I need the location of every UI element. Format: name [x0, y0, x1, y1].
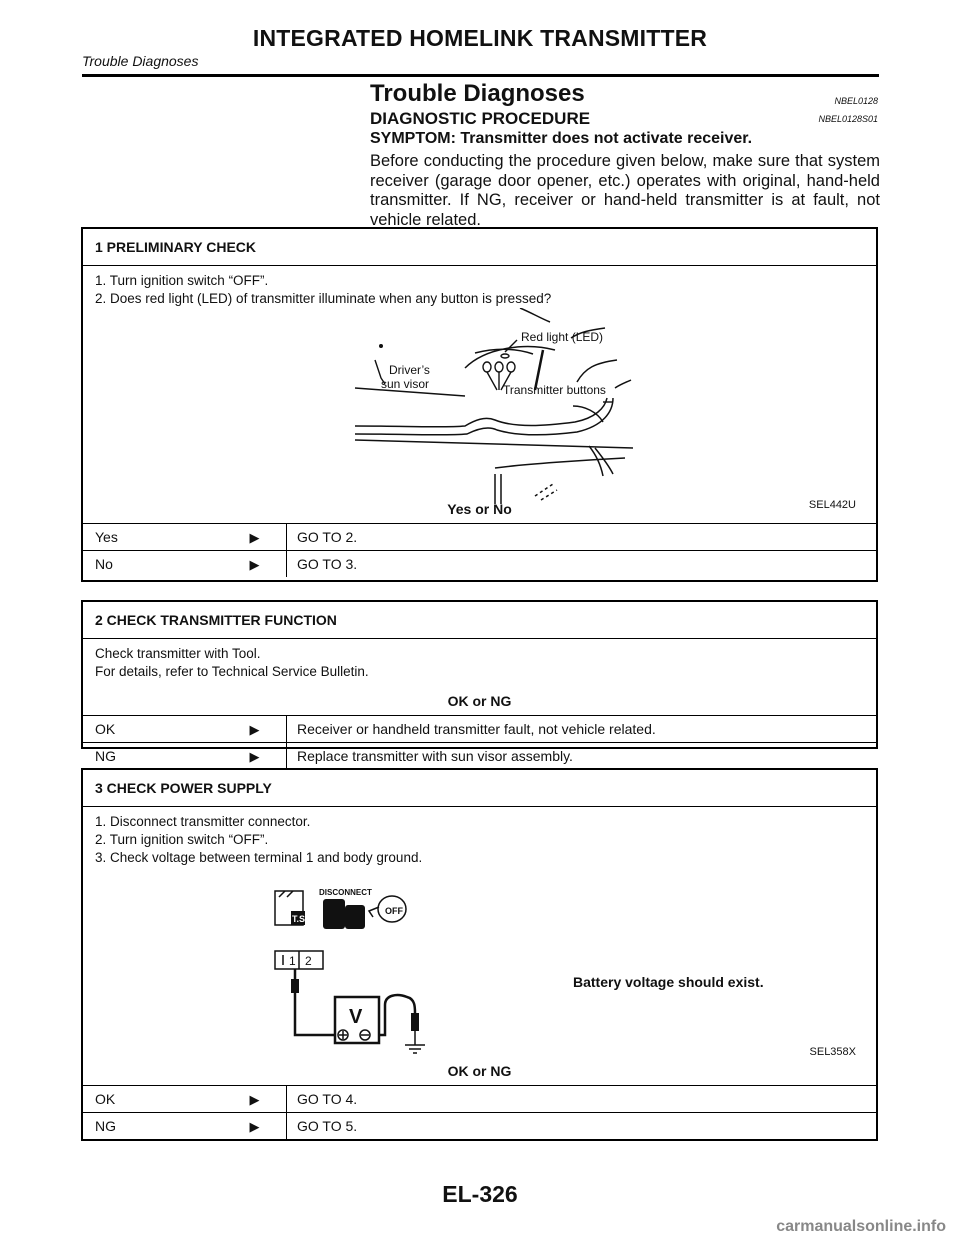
- power-supply-diagram: [265, 867, 825, 1057]
- step-2-header: 2 CHECK TRANSMITTER FUNCTION: [83, 602, 876, 639]
- step-3-line: 3. Check voltage between terminal 1 and body ground.: [95, 850, 423, 865]
- step-1-header: 1 PRELIMINARY CHECK: [83, 229, 876, 266]
- section-title-ref: NBEL0128: [834, 96, 878, 106]
- arrow-icon: ▶: [223, 743, 287, 769]
- arrow-icon: ▶: [223, 1086, 287, 1112]
- result-label: OK: [95, 721, 116, 737]
- step-3-line: 1. Disconnect transmitter connector.: [95, 814, 311, 829]
- step-3-body: [83, 807, 876, 1057]
- arrow-icon: ▶: [223, 524, 287, 550]
- label-visor-line1: Driver’s: [389, 363, 430, 377]
- battery-voltage-note: Battery voltage should exist.: [573, 974, 764, 990]
- terminal-1-label: 1: [289, 954, 296, 968]
- result-label: Yes: [95, 529, 118, 545]
- ts-icon-label: T.S.: [292, 914, 308, 924]
- section-subtitle: DIAGNOSTIC PROCEDURE: [370, 109, 591, 128]
- section-subtitle-ref: NBEL0128S01: [818, 114, 878, 124]
- step-2-body: [83, 639, 876, 681]
- result-action: GO TO 5.: [297, 1118, 358, 1134]
- step-3-box: [81, 768, 878, 1141]
- result-label: OK: [95, 1091, 116, 1107]
- result-label: NG: [95, 748, 116, 764]
- result-row: [83, 715, 876, 742]
- intro-paragraph: Before conducting the procedure given below, make sure that system receiver (garage door opener, etc.) operates with original, hand-held transmitter. If NG, receiver or hand-held transmitter is at fault, not vehicle related.: [370, 152, 880, 229]
- arrow-icon: ▶: [223, 1113, 287, 1139]
- arrow-icon: ▶: [223, 551, 287, 577]
- result-row: [83, 523, 876, 550]
- result-row: [83, 1112, 876, 1139]
- step-1-box: [81, 227, 878, 582]
- result-row: [83, 550, 876, 577]
- result-action: GO TO 3.: [297, 556, 358, 572]
- result-action: GO TO 4.: [297, 1091, 358, 1107]
- section-title: Trouble Diagnoses: [370, 80, 585, 107]
- terminal-2-label: 2: [305, 954, 312, 968]
- step-2-line: Check transmitter with Tool.: [95, 646, 261, 661]
- watermark-text: carmanualsonline.info: [776, 1218, 946, 1235]
- result-row: [83, 742, 876, 769]
- result-row: [83, 1085, 876, 1112]
- page-header-subtitle: Trouble Diagnoses: [82, 53, 199, 69]
- page-header-title: INTEGRATED HOMELINK TRANSMITTER: [252, 25, 708, 51]
- off-label: OFF: [385, 906, 403, 916]
- label-visor-line2: sun visor: [381, 377, 430, 391]
- step-2-line: For details, refer to Technical Service Bulletin.: [95, 664, 369, 679]
- step-3-header: 3 CHECK POWER SUPPLY: [83, 770, 876, 807]
- page-number: EL-326: [442, 1181, 518, 1207]
- result-label: NG: [95, 1118, 116, 1134]
- step-3-line: 2. Turn ignition switch “OFF”.: [95, 832, 269, 847]
- step-1-line: 1. Turn ignition switch “OFF”.: [95, 273, 269, 288]
- header-divider: [82, 74, 879, 77]
- step-2-question: OK or NG: [447, 693, 512, 709]
- sun-visor-illustration: [345, 308, 665, 508]
- step-3-question: OK or NG: [447, 1063, 512, 1079]
- step-3-figure: [95, 867, 864, 1057]
- figure-code-sel442u: SEL442U: [808, 499, 856, 511]
- result-label: No: [95, 556, 113, 572]
- step-2-box: [81, 600, 878, 764]
- figure-code-sel358x: SEL358X: [809, 1046, 856, 1058]
- label-transmitter-buttons: Transmitter buttons: [503, 383, 606, 397]
- step-1-line: 2. Does red light (LED) of transmitter illuminate when any button is pressed?: [95, 291, 552, 306]
- voltmeter-label: V: [349, 1006, 363, 1028]
- label-red-light: Red light (LED): [521, 330, 604, 344]
- result-action: GO TO 2.: [297, 529, 358, 545]
- arrow-icon: ▶: [223, 716, 287, 742]
- result-action: Replace transmitter with sun visor assembly.: [297, 748, 573, 764]
- symptom-text: SYMPTOM: Transmitter does not activate receiver.: [370, 130, 753, 147]
- step-1-question: Yes or No: [447, 501, 512, 517]
- disconnect-label: DISCONNECT: [319, 888, 372, 897]
- result-action: Receiver or handheld transmitter fault, not vehicle related.: [297, 721, 656, 737]
